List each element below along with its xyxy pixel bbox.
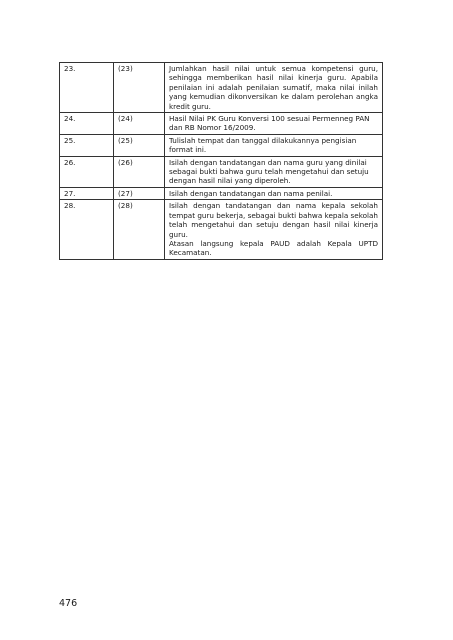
row-reference-cell: (28) (114, 200, 165, 259)
description-paragraph: Isilah dengan tandatangan dan nama penilai. (169, 188, 333, 198)
row-number-cell: 23. (60, 63, 114, 113)
description-paragraph: Atasan langsung kepala PAUD adalah Kepala UPTD Kecamatan. (169, 238, 378, 258)
row-description-cell (165, 156, 383, 187)
row-description-cell (165, 63, 383, 113)
table-row (60, 200, 383, 259)
row-description-cell (165, 134, 383, 156)
instructions-table-body (60, 63, 383, 260)
row-description-cell (165, 113, 383, 135)
row-number-cell: 27. (60, 187, 114, 199)
row-number-cell: 28. (60, 200, 114, 259)
row-number-cell: 25. (60, 134, 114, 156)
row-reference-cell: (24) (114, 113, 165, 135)
row-reference-cell: (23) (114, 63, 165, 113)
row-number-cell: 24. (60, 113, 114, 135)
row-description-cell (165, 200, 383, 259)
page-number: 476 (59, 598, 78, 609)
table-row (60, 113, 383, 135)
table-row (60, 156, 383, 187)
description-paragraph: Tulislah tempat dan tanggal dilakukannya pengisian format ini. (169, 135, 357, 155)
row-reference-cell: (26) (114, 156, 165, 187)
row-description-cell (165, 187, 383, 199)
description-paragraph: Isilah dengan tandatangan dan nama kepala sekolah tempat guru bekerja, sebagai bukti bahwa kepala sekolah telah mengetahui dan setuju dengan hasil nilai kinerja guru. (169, 201, 378, 239)
row-number-cell: 26. (60, 156, 114, 187)
row-reference-cell: (27) (114, 187, 165, 199)
table-row (60, 63, 383, 113)
row-reference-cell: (25) (114, 134, 165, 156)
table-row (60, 187, 383, 199)
description-paragraph: Isilah dengan tandatangan dan nama guru yang dinilai sebagai bukti bahwa guru telah mengetahui dan setuju dengan hasil nilai yang diperoleh. (169, 157, 369, 186)
instructions-table (59, 62, 383, 260)
table-row (60, 134, 383, 156)
description-paragraph: Hasil Nilai PK Guru Konversi 100 sesuai Permenneg PAN dan RB Nomor 16/2009. (169, 114, 370, 133)
description-paragraph: Jumlahkan hasil nilai untuk semua kompetensi guru, sehingga memberikan hasil nilai kinerja guru. Apabila penilaian ini adalah penilaian sumatif, maka nilai inilah yang kemudian dikonversikan ke dalam perolehan angka kredit guru. (169, 64, 378, 111)
